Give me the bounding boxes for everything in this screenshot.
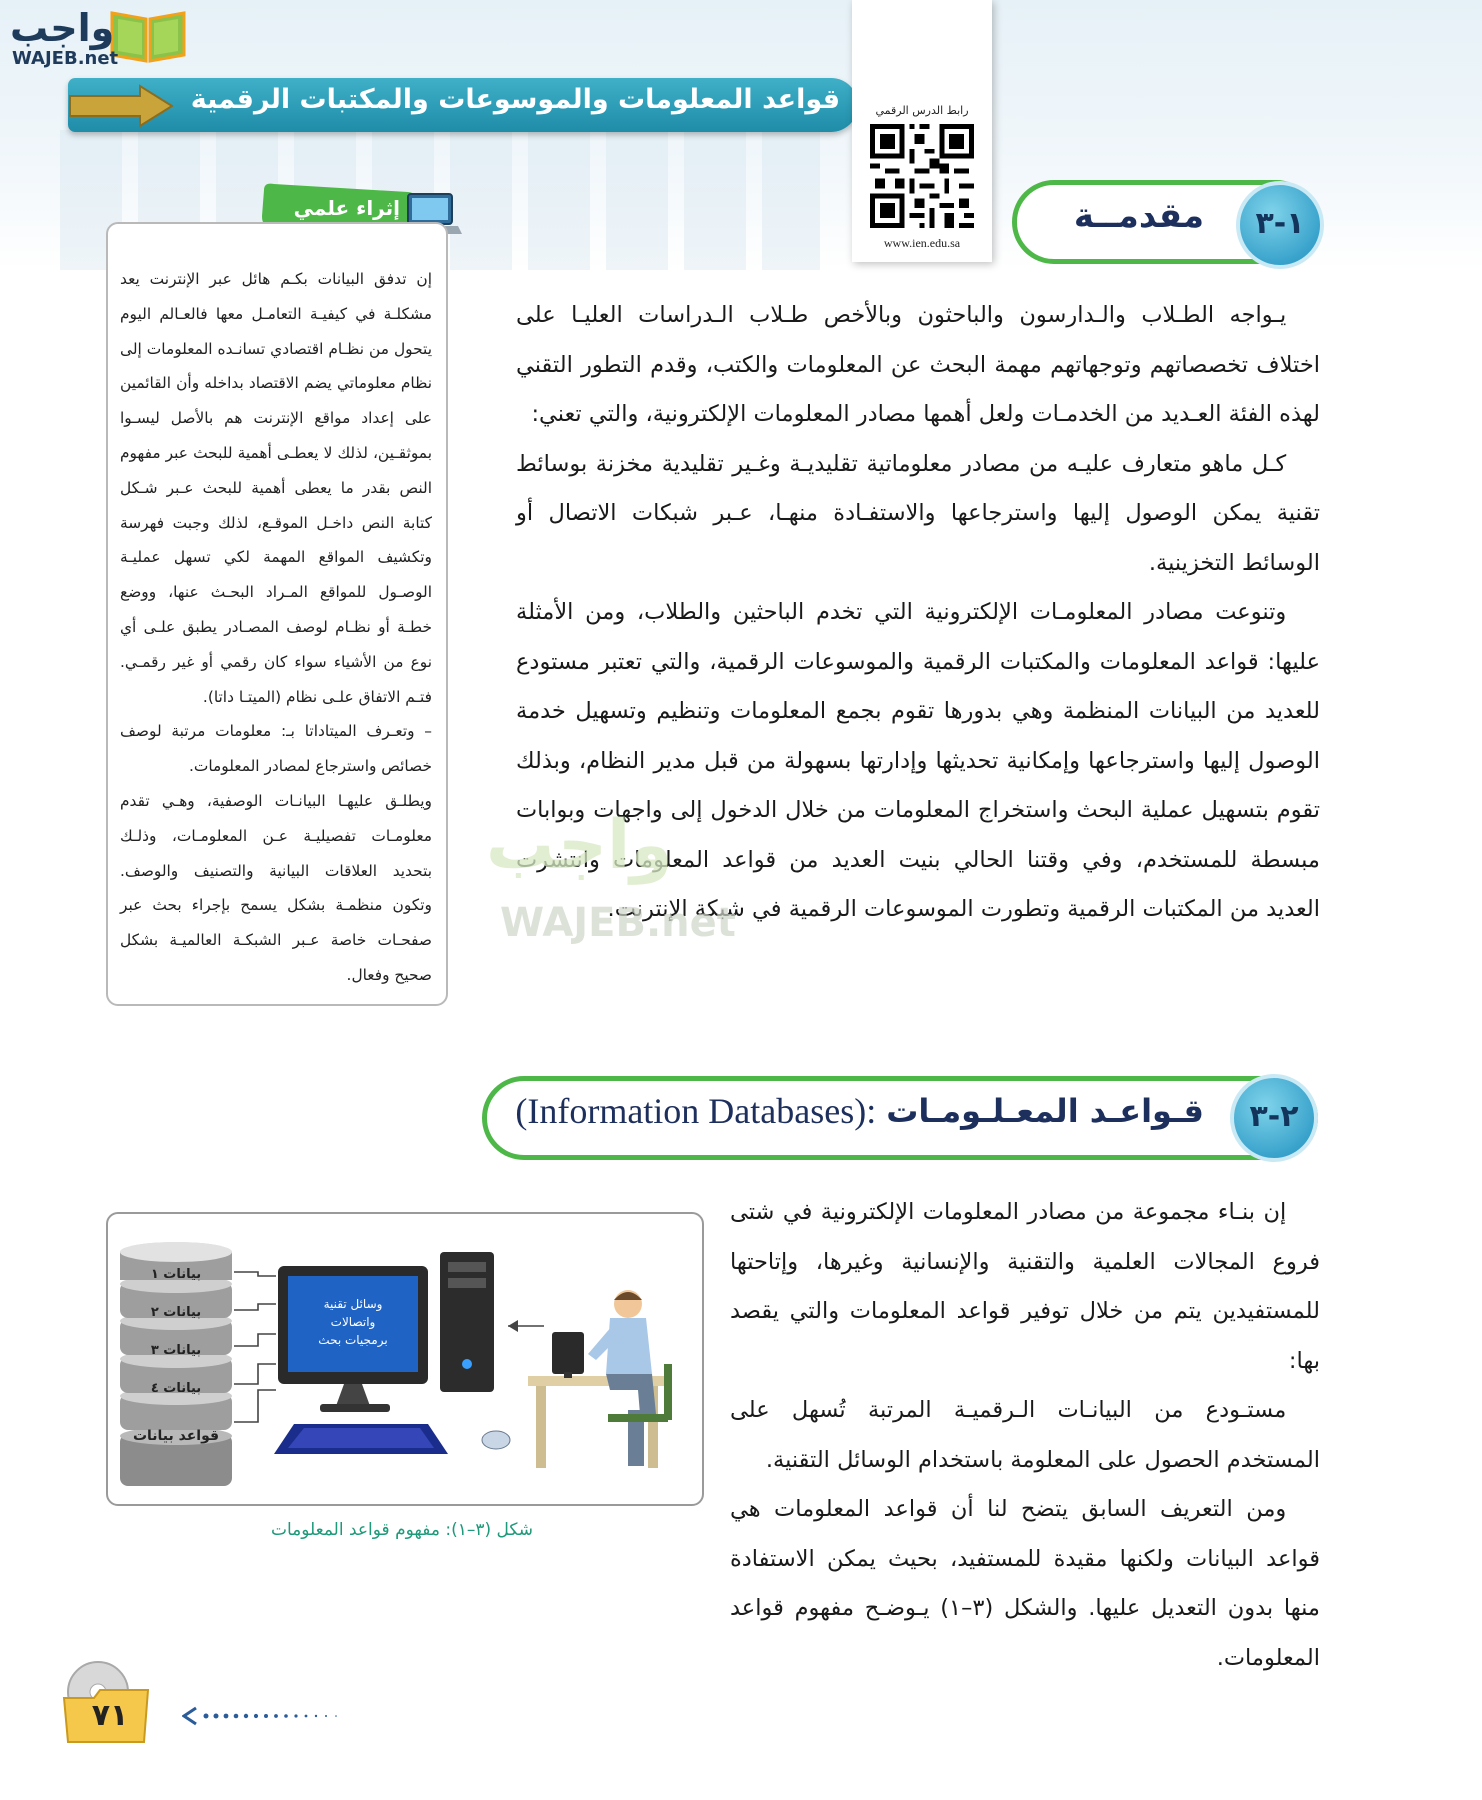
figure-box — [106, 1212, 704, 1506]
page-number: ٧١ — [91, 1698, 129, 1733]
section-2-paragraph: ومن التعريف السابق يتضح لنا أن قواعد المعلومات هي قواعد البيانات ولكنها مقيدة للمستفيد، بحيث يمكن الاستفادة منها بدون التعديل عليها. والشكل (٣–١) يـوضـح مفهوم قواعد المعلومات. — [730, 1496, 1320, 1671]
page-arrow-dots-icon — [182, 1706, 362, 1726]
book-logo-icon — [108, 5, 188, 63]
logo-domain[interactable]: WAJEB.net — [12, 48, 119, 69]
sidebar-paragraph: إن تدفق البيانات بكـم هائل عبر الإنترنت يعد مشكلـة في كيفيـة التعامـل معها فالعـالم اليوم يتحول من نظـام اقتصادي تسانـده المعلومات إلى نظام معلوماتي يضم الاقتصاد بداخله وأن القائمين على إعداد مواقع الإنترنت هم بالأصل ليسـوا بموثقـين، لذلك لا يعطـى أهمية للبحث عبر مفهوم النص بقدر ما يعطى أهمية للبحث عـبر شـكل كتابة النص داخـل الموقـع، لذلك وجبت فهرسة وتكشيف المواقع المهمة لكي تسهل عمليـة الوصـول للمواقع المـراد البحـث عنها، ووضع خطـة أو نظـام لوصف المصـادر يطبق علـى أي نوع من الأشياء سواء كان رقمي أو غير رقمـي. فتـم الاتفاق علـى نظام (الميتـا داتا). — [120, 270, 432, 706]
section-2-title-ar: قـواعـد المعـلـومـات — [886, 1092, 1204, 1130]
database-concept-figure — [108, 1214, 702, 1504]
screen-line-3: برمجيات بحث — [318, 1333, 388, 1347]
sidebar-paragraph: – وتعـرف الميتاداتا بـ: معلومات مرتبة لوصف خصائص واسترجاع لمصادر المعلومات. — [120, 722, 432, 776]
section-2-title — [515, 1090, 1204, 1132]
arrow-icon — [66, 82, 176, 130]
keyboard-icon — [274, 1424, 448, 1454]
watermark-domain: WAJEB.net — [500, 900, 736, 946]
db-label-4: بيانات ٤ — [150, 1381, 202, 1396]
section-1-title: مقدمــة — [1073, 196, 1204, 236]
section-1-number: ١-٣ — [1236, 181, 1324, 269]
qr-url[interactable]: www.ien.edu.sa — [883, 236, 961, 250]
computer-tower-icon — [440, 1252, 494, 1392]
db-label-1: بيانات ١ — [150, 1267, 202, 1282]
mouse-icon — [482, 1431, 510, 1449]
section-1-paragraph: وتنوعت مصادر المعلومـات الإلكترونية التي تخدم الباحثين والطلاب، ومن الأمثلة عليها: قواعد المعلومات والمكتبات الرقمية والموسوعات الرقمية، والتي تعتبر مستودع للعديد من البيانات المنظمة وهي بدورها تقوم بجمع المعلومات وتنظيم وتسهيل خدمة الوصول إليها واسترجاعها وإمكانية تحديثها وإدارتها بسهولة من قبل مدير النظام، وبذلك تقوم بتسهيل عملية البحث واستخراج المعلومات من خلال الدخول إلى واجهات وبوابات مبسطة للمستخدم، وفي وقتنا الحالي بنيت العديد من قواعد المعلومات وانتشرت العديد من المكتبات الرقمية وتطورت الموسوعات الرقمية في شبكة الإنترنت. — [516, 599, 1320, 922]
section-2-definition: مستـودع من البيانـات الـرقميـة المرتبة تُسهل على المستخدم الحصول على المعلومة باستخدام الوسائل التقنية. — [730, 1397, 1320, 1473]
section-1-paragraph: يـواجه الطـلاب والـدارسون والباحثون وبالأخص طـلاب الـدراسات العليـا على اختلاف تخصصاتهم وتوجهاتهم مهمة البحث عن المعلومات والكتب، وقدم التطور التقني لهذه الفئة العـديد من الخدمـات ولعل أهمها مصادر المعلومات الإلكترونية، والتي تعني: — [516, 302, 1320, 427]
sidebar-paragraph: ويطلـق عليهـا البيانـات الوصفية، وهـي تقدم معلومـات تفصيليـة عـن المعلومـات، وذلـك بتحديد العلاقات البيانية والتصنيف والوصف. وتكون منظمـة بشكل يسمح بإجراء بحث عبر صفحـات خاصة عـبر الشبكـة العالميـة بشكل صحيح وفعال. — [120, 791, 432, 984]
chapter-title: قواعد المعلومات والموسوعات والمكتبات الرقمية — [190, 84, 840, 115]
sidebar-text — [120, 262, 432, 993]
section-2-body — [730, 1188, 1320, 1683]
qr-label: رابط الدرس الرقمي — [875, 104, 969, 117]
screen-line-1: وسائل تقنية — [323, 1297, 383, 1311]
db-name-label: قواعد بيانات — [132, 1428, 220, 1444]
section-2-paragraph: إن بنـاء مجموعة من مصادر المعلومات الإلكترونية في شتى فروع المجالات العلمية والتقنية والإنسانية وغيرها، وإتاحتها للمستفيدين يتم من خلال توفير قواعد المعلومات والتي يقصد بها: — [730, 1199, 1320, 1374]
db-label-2: بيانات ٢ — [150, 1305, 202, 1320]
section-2-title-en: (Information Databases): — [515, 1091, 877, 1131]
connector-lines — [234, 1272, 276, 1422]
qr-code-icon[interactable] — [870, 124, 974, 228]
figure-caption: شكل (٣–١): مفهوم قواعد المعلومات — [270, 1520, 534, 1540]
db-label-3: بيانات ٣ — [150, 1343, 202, 1358]
qr-card[interactable] — [852, 0, 992, 262]
logo-name[interactable]: واجب — [10, 6, 115, 50]
section-2-number: ٢-٣ — [1230, 1074, 1318, 1162]
user-at-desk-icon — [528, 1290, 672, 1468]
watermark-logo: واجب — [486, 806, 673, 885]
title-banner — [68, 78, 858, 132]
screen-line-2: واتصالات — [330, 1315, 376, 1329]
section-1-definition: كـل ماهو متعارف عليـه من مصادر معلوماتية تقليديـة وغـير تقليدية مخزنة بوسائط تقنية يمكن الوصول إليها واسترجاعها والاستفـادة منهـا، عـبر شبكات الاتصال أو الوسائط التخزينية. — [516, 450, 1320, 576]
sidebar-label: إثراء علمي — [293, 196, 400, 220]
